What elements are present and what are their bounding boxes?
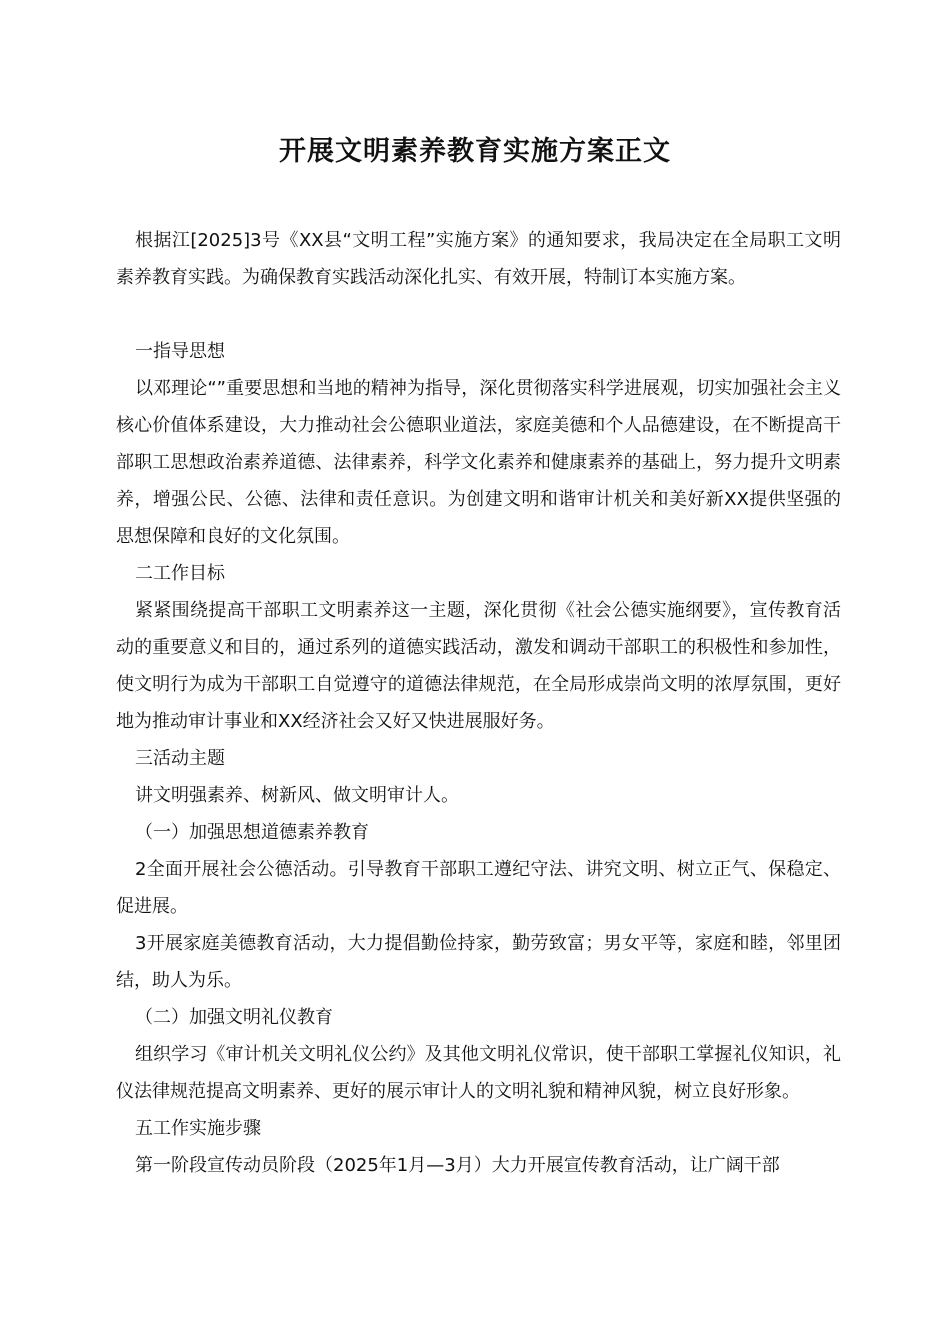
- document-title: 开展文明素养教育实施方案正文: [279, 136, 671, 167]
- section-heading-implementation-steps: 五工作实施步骤: [135, 1118, 261, 1139]
- activity-theme-paragraph: 讲文明强素养、树新风、做文明审计人。: [135, 785, 459, 806]
- section-heading-work-goals: 二工作目标: [135, 563, 225, 584]
- subsection-heading-moral-education: （一）加强思想道德素养教育: [135, 822, 369, 843]
- section-heading-activity-theme: 三活动主题: [135, 748, 225, 769]
- etiquette-education-paragraph: 组织学习《审计机关文明礼仪公约》及其他文明礼仪常识，使干部职工掌握礼仪知识，礼仪法律规范提高文明素养、更好的展示审计人的文明礼貌和精神风貌，树立良好形象。: [116, 1044, 841, 1102]
- document-body: [116, 222, 841, 1184]
- implementation-steps-paragraph: 第一阶段宣传动员阶段（2025年1月—3月）大力开展宣传教育活动，让广阔干部: [135, 1155, 780, 1176]
- subsection-heading-etiquette-education: （二）加强文明礼仪教育: [135, 1007, 333, 1028]
- guiding-ideology-paragraph: 以邓理论“”重要思想和当地的精神为指导，深化贯彻落实科学进展观，切实加强社会主义核心价值体系建设，大力推动社会公德职业道法，家庭美德和个人品德建设，在不断提高干部职工思想政治素养道德、法律素养，科学文化素养和健康素养的基础上，努力提升文明素养，增强公民、公德、法律和责任意识。为创建文明和谐审计机关和美好新XX提供坚强的思想保障和良好的文化氛围。: [116, 378, 841, 547]
- work-goals-paragraph: 紧紧围绕提高干部职工文明素养这一主题，深化贯彻《社会公德实施纲要》，宣传教育活动的重要意义和目的，通过系列的道德实践活动，激发和调动干部职工的积极性和参加性，使文明行为成为干部职工自觉遵守的道德法律规范，在全局形成崇尚文明的浓厚氛围，更好地为推动审计事业和XX经济社会又好又快进展服好务。: [116, 600, 841, 732]
- intro-paragraph: 根据江[2025]3号《XX县“文明工程”实施方案》的通知要求，我局决定在全局职工文明素养教育实践。为确保教育实践活动深化扎实、有效开展，特制订本实施方案。: [116, 230, 841, 288]
- moral-education-item-2: 2全面开展社会公德活动。引导教育干部职工遵纪守法、讲究文明、树立正气、保稳定、促进展。: [116, 859, 841, 917]
- section-heading-guiding-ideology: 一指导思想: [135, 341, 225, 362]
- moral-education-item-3: 3开展家庭美德教育活动，大力提倡勤俭持家，勤劳致富；男女平等，家庭和睦，邻里团结，助人为乐。: [116, 933, 841, 991]
